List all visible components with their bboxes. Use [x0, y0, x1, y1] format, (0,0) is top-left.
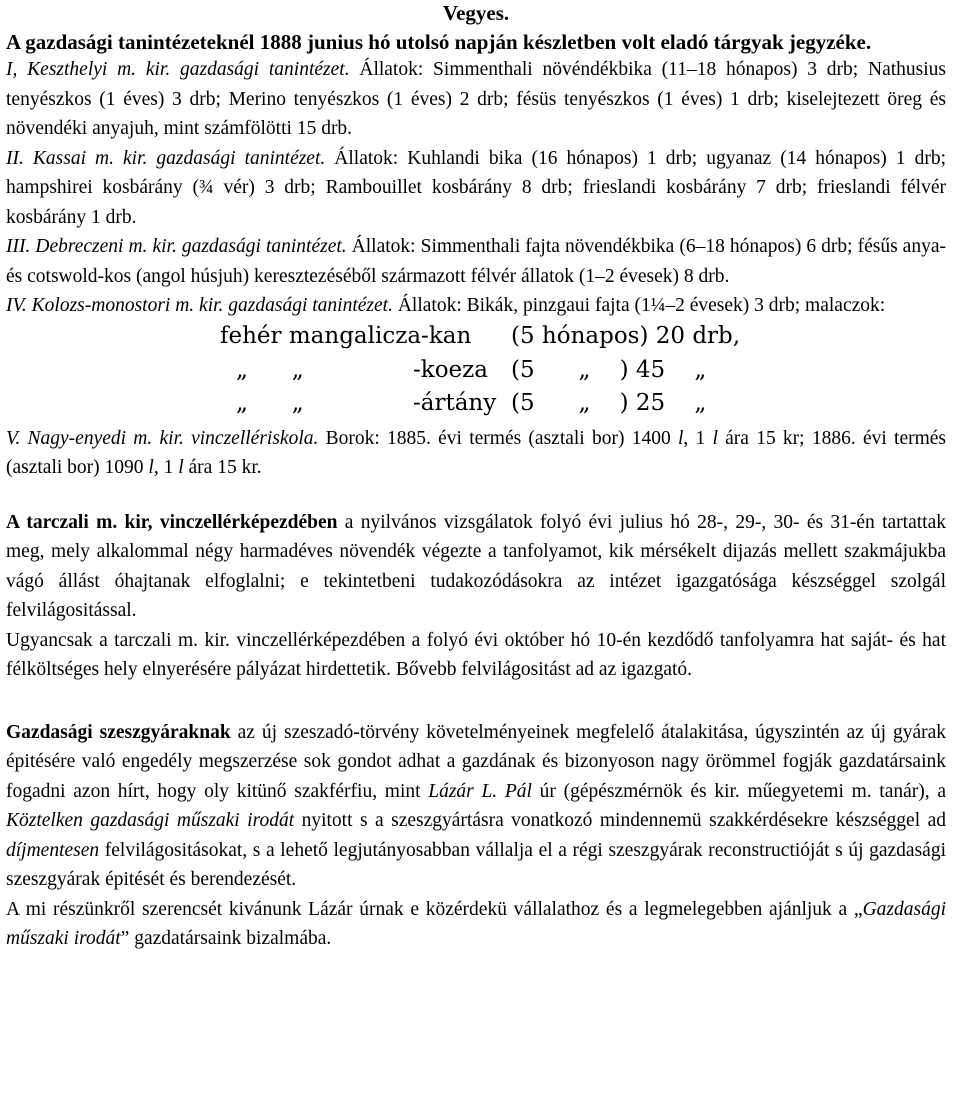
paragraph-recommendation: A mi részünkről szerencsét kivánunk Lázár úrnak e közérdekü vállalathoz és a legmelegebben ajánljuk a „Gazdasági műszaki irodát” gazdatársaink bizalmába.: [6, 898, 946, 949]
lead-bold: Gazdasági szeszgyáraknak: [6, 721, 231, 743]
paragraph-keszthely: I, Keszthelyi m. kir. gazdasági tanintézet. Állatok: Simmenthali növéndékbika (11–18 hónapos) 3 drb; Nathusius tenyészkos (1 éves) 3 drb; Merino tenyészkos (1 éves) 2 drb; fésüs tenyészkos (1 éves) 1 drb; kiselejtezett öreg és növendéki anyajuh, mint számfölötti 15 drb.: [6, 59, 946, 139]
scan-row: „ „ -koeza (5 „ ) 45 „: [236, 356, 707, 383]
paragraph-nagyenyed: V. Nagy-enyedi m. kir. vinczellériskola. Borok: 1885. évi termés (asztali bor) 1400 l, 1 l ára 15 kr; 1886. évi termés (asztali bor) 1090 l, 1 l ára 15 kr.: [6, 427, 946, 478]
scanned-pig-table: [6, 321, 946, 424]
scan-row: fehér mangalicza-kan (5 hónapos) 20 drb,: [220, 322, 741, 349]
section-inventory: [6, 29, 946, 483]
scan-row: „ „ -ártány (5 „ ) 25 „: [236, 389, 707, 416]
institute-label: II. Kassai m. kir. gazdasági tanintézet.: [6, 147, 326, 169]
paragraph-debreczen: III. Debreczeni m. kir. gazdasági tanintézet. Állatok: Simmenthali fajta növendékbika (6–18 hónapos) 6 drb; fésűs anya- és cotswold-kos (angol húsjuh) keresztezéséből származott félvér állatok (1–2 évesek) 8 drb.: [6, 236, 946, 287]
institute-label: V. Nagy-enyedi m. kir. vinczellériskola.: [6, 427, 319, 449]
lead-bold: A tarczali m. kir, vinczellérképezdében: [6, 511, 338, 533]
document-page: [6, 0, 946, 954]
institute-label: III. Debreczeni m. kir. gazdasági tanintézet.: [6, 236, 347, 257]
section-distilleries: [6, 718, 946, 954]
paragraph-tarczal-exams: A tarczali m. kir, vinczellérképezdében a nyilvános vizsgálatok folyó évi julius hó 28-, 29-, 30- és 31-én tartattak meg, mely alkalommal négy harmadéves növendék végezte a tanfolyamot, kik mérsékelt dijazás mellett szakmájukba vágó állást óhajtanak elfoglalni; e tekintetbeni tudakozódásokra az intézet igazgatósága készséggel szolgál felvilágositással.: [6, 511, 946, 621]
paragraph-distilleries: Gazdasági szeszgyáraknak az új szeszadó-törvény követelményeinek megfelelő átalakitása, úgyszintén az új gyárak épitésére való engedély megszerzése sok gondot adhat a gazdának és bizonyoson nagy örömmel fogják gazdatársaink fogadni azon hírt, hogy oly kitünő szakférfiu, mint Lázár L. Pál úr (gépészmérnök és kir. műegyetemi m. tanár), a Köztelken gazdasági műszaki irodát nyitott s a szeszgyártásra vonatkozó mindennemü szakkérdésekre készséggel ad díjmentesen felvilágositásokat, s a lehető legjutányosabban vállalja el a régi szeszgyárak reconstructióját s új gazdasági szeszgyárak épitését és berendezését.: [6, 721, 946, 890]
page-title: Vegyes.: [442, 1, 510, 25]
paragraph-kassa: II. Kassai m. kir. gazdasági tanintézet. Állatok: Kuhlandi bika (16 hónapos) 1 drb; ugyanaz (14 hónapos) 1 drb; hampshirei kosbárány (¾ vér) 3 drb; Rambouillet kosbárány 8 drb; frieslandi kosbárány 7 drb; frieslandi félvér kosbárány 1 drb.: [6, 147, 946, 228]
paragraph-kolozs: IV. Kolozs-monostori m. kir. gazdasági tanintézet. Állatok: Bikák, pinzgaui fajta (1¼–2 évesek) 3 drb; malaczok:: [6, 295, 886, 316]
inventory-heading: A gazdasági tanintézeteknél 1888 junius hó utolsó napján készletben volt eladó tárgyak jegyzéke.: [6, 30, 872, 54]
paragraph-tarczal-course: Ugyancsak a tarczali m. kir. vinczellérképezdében a folyó évi október hó 10-én kezdődő tanfolyamra hat saját- és hat félköltséges hely elnyerésére pályázat hirdettetik. Bővebb felvilágositást ad az igazgató.: [6, 629, 946, 680]
institute-label: I, Keszthelyi m. kir. gazdasági tanintézet.: [6, 59, 350, 80]
institute-label: IV. Kolozs-monostori m. kir. gazdasági tanintézet.: [6, 295, 393, 316]
section-tarczal: [6, 508, 946, 685]
